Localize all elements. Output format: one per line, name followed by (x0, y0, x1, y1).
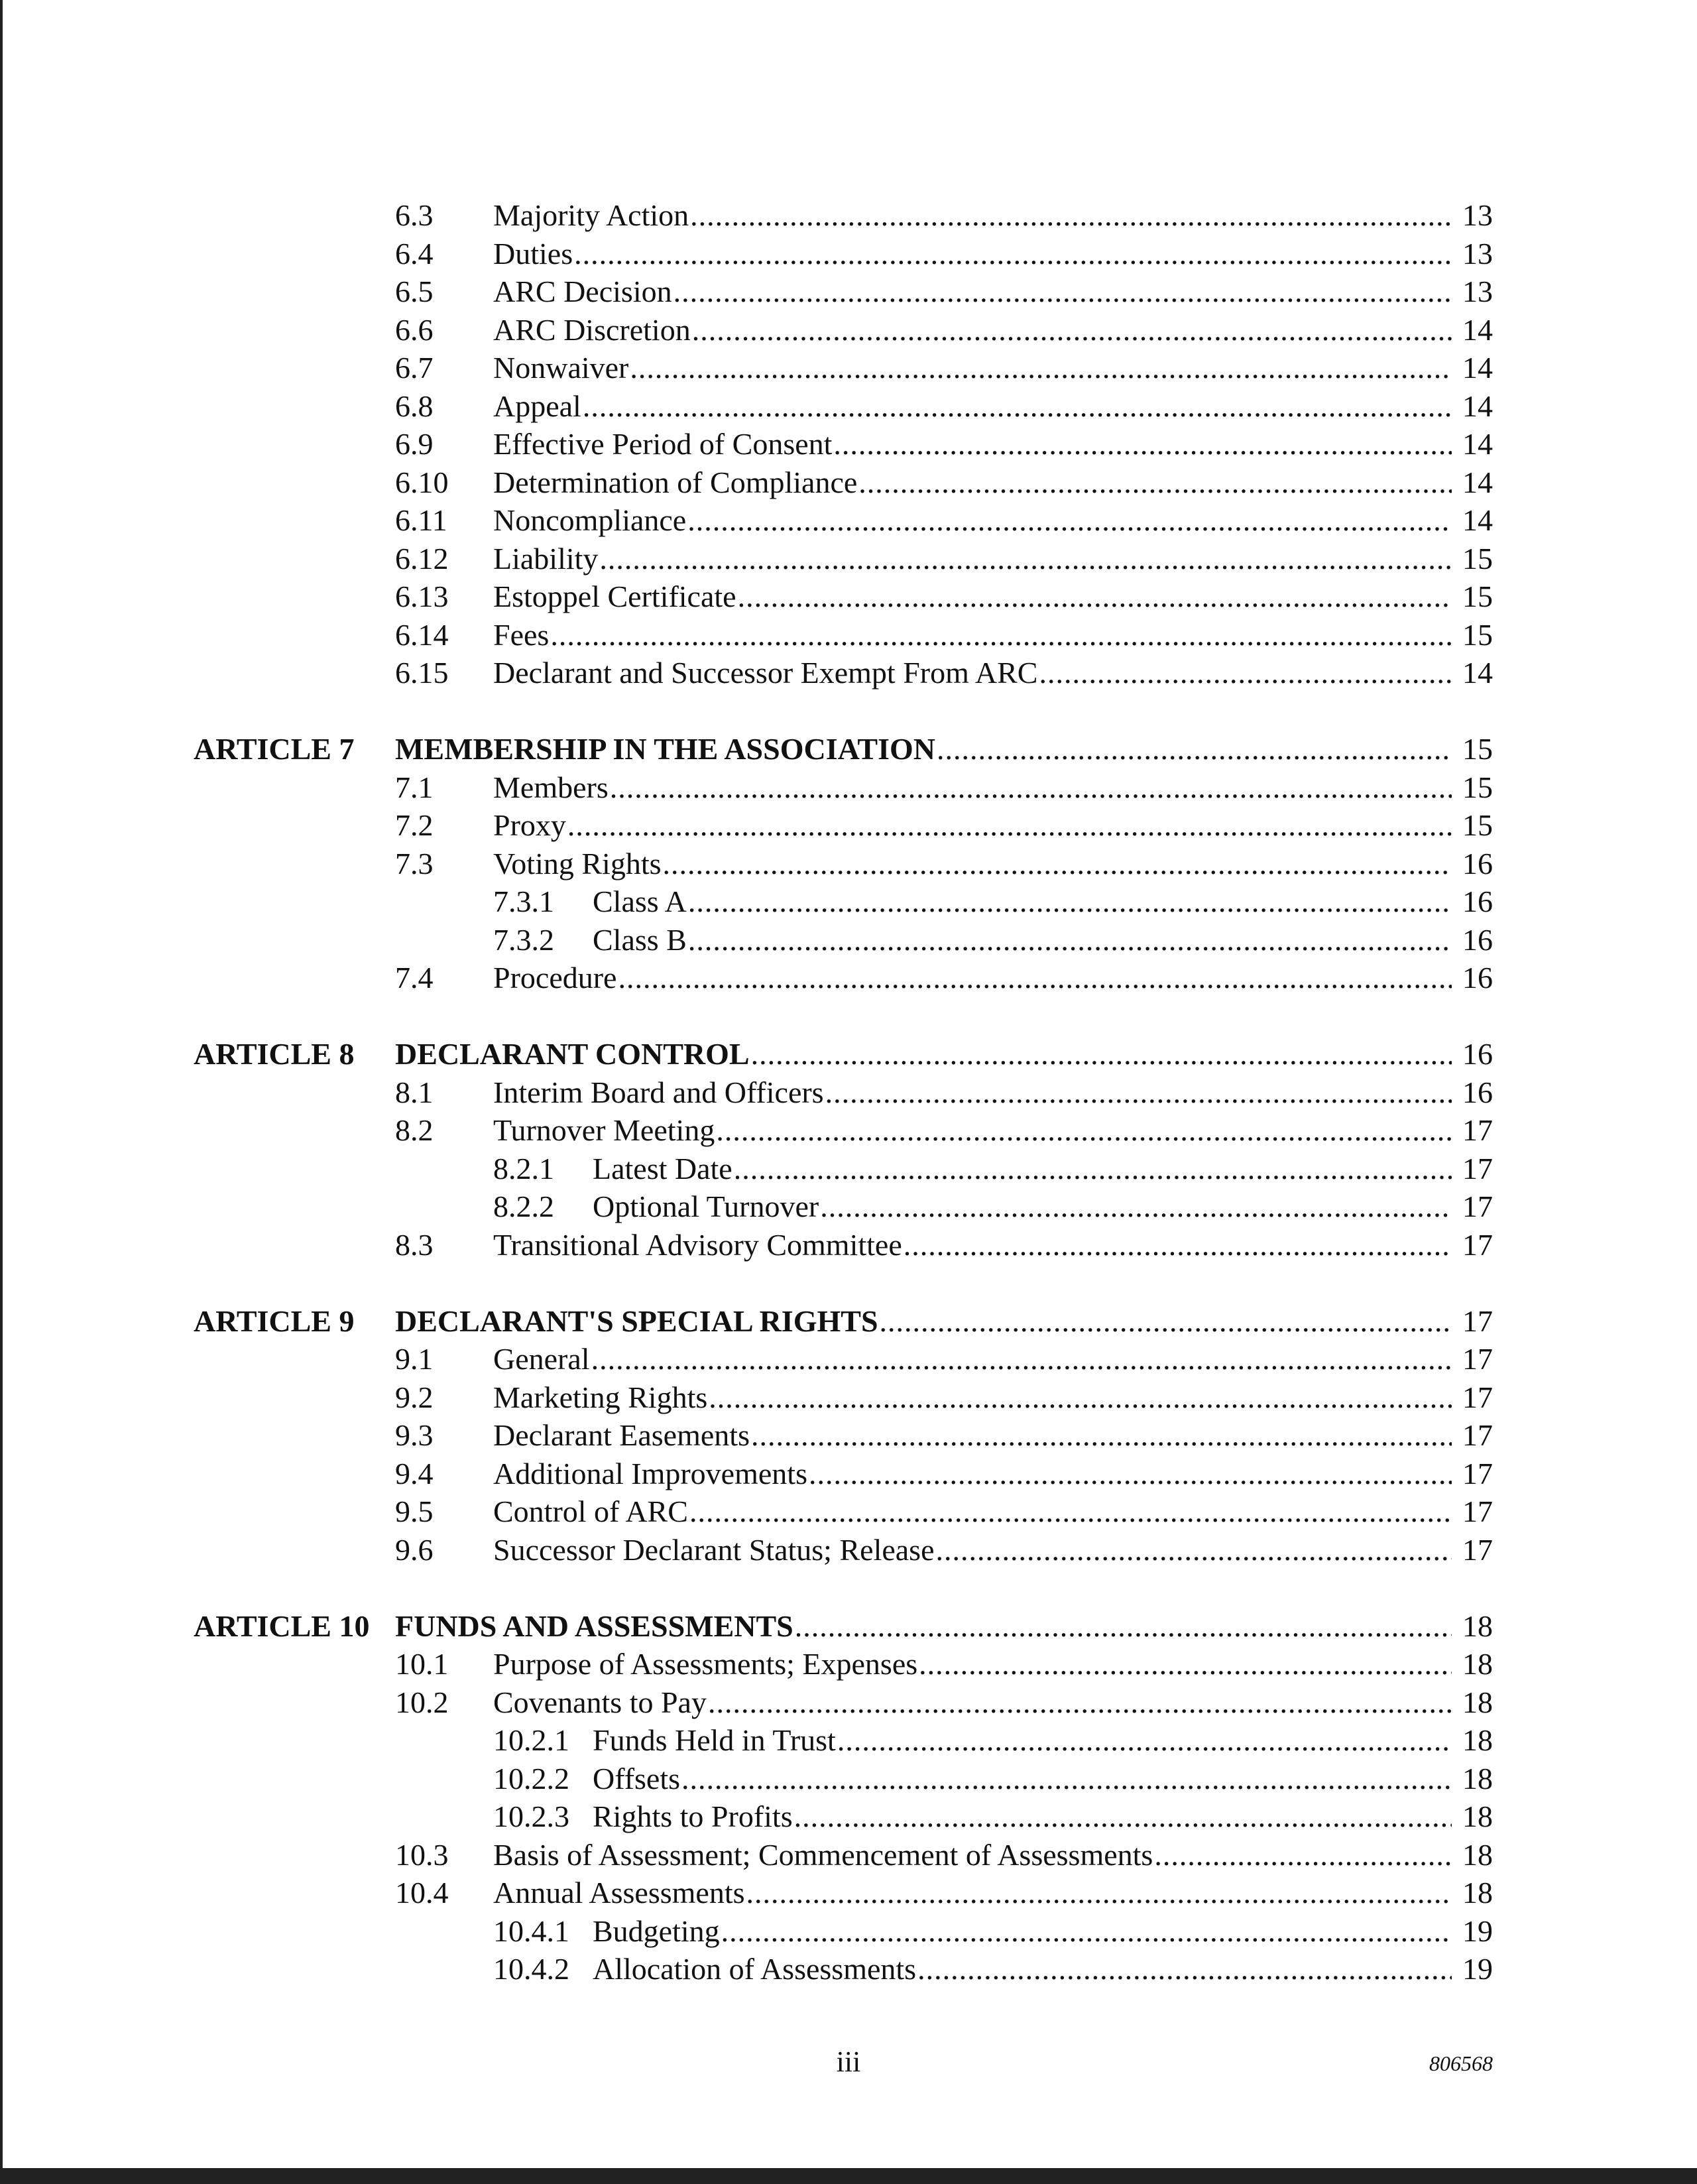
toc-entry-leader (493, 1683, 1493, 1722)
toc-section-row (0, 806, 1697, 845)
section-title: Declarant Easements (493, 1418, 750, 1452)
toc-section-row (0, 1531, 1697, 1569)
toc-entry-leader (593, 1950, 1493, 1988)
page-reference: 18 (1452, 1683, 1493, 1722)
section-title: Nonwaiver (493, 351, 629, 385)
toc-entry-leader (593, 1721, 1493, 1760)
section-number: 10.4.2 (493, 1952, 569, 1986)
toc-section-row (0, 959, 1697, 997)
section-title: Noncompliance (493, 503, 687, 537)
toc-entry-leader (493, 768, 1493, 807)
page-reference: 14 (1452, 349, 1493, 387)
section-title: Successor Declarant Status; Release (493, 1532, 935, 1567)
toc-entry-leader (493, 425, 1493, 463)
article-number: ARTICLE 7 (194, 732, 355, 766)
section-number: 6.8 (395, 389, 434, 423)
dot-leader (687, 882, 1493, 921)
toc-entry-leader (493, 235, 1493, 273)
section-title: General (493, 1342, 590, 1376)
toc-entry-leader (593, 921, 1493, 959)
section-title: Optional Turnover (593, 1189, 819, 1223)
page-reference: 17 (1452, 1226, 1493, 1264)
section-title: Duties (493, 236, 573, 271)
dot-leader (707, 1378, 1493, 1417)
section-title: Annual Assessments (493, 1876, 745, 1910)
dot-leader (687, 921, 1493, 959)
section-title: Interim Board and Officers (493, 1075, 824, 1109)
toc-entry-leader (493, 654, 1493, 692)
toc-entry-leader (493, 387, 1493, 426)
dot-leader (935, 730, 1493, 768)
section-number: 6.5 (395, 274, 434, 308)
section-number: 8.3 (395, 1227, 434, 1262)
toc-subsection-row (0, 1950, 1697, 1988)
section-title: Liability (493, 541, 599, 576)
section-title: ARC Discretion (493, 312, 691, 347)
toc-section-row (0, 1492, 1697, 1531)
dot-leader (672, 273, 1493, 311)
page-reference: 14 (1452, 654, 1493, 692)
toc-entry-leader (493, 1836, 1493, 1874)
toc-section-row (0, 1455, 1697, 1493)
toc-entry-leader (593, 882, 1493, 921)
section-number: 10.3 (395, 1837, 449, 1872)
toc-article-row (0, 1607, 1697, 1646)
dot-leader (750, 1416, 1493, 1455)
section-number: 7.1 (395, 770, 434, 804)
page-reference: 16 (1452, 959, 1493, 997)
page-reference: 15 (1452, 616, 1493, 654)
toc-section-row (0, 235, 1697, 273)
toc-entry-leader (493, 311, 1493, 349)
section-number: 10.4 (395, 1876, 449, 1910)
section-number: 6.12 (395, 541, 449, 576)
section-title: Rights to Profits (593, 1799, 793, 1833)
section-title: Turnover Meeting (493, 1113, 715, 1147)
toc-entry-leader (593, 1187, 1493, 1226)
section-number: 9.4 (395, 1456, 434, 1490)
section-number: 6.6 (395, 312, 434, 347)
dot-leader (745, 1874, 1493, 1912)
toc-entry-leader (493, 959, 1493, 997)
page-reference: 14 (1452, 463, 1493, 502)
toc-subsection-row (0, 1797, 1697, 1836)
toc-entry-leader (395, 1302, 1493, 1341)
section-title: Allocation of Assessments (593, 1952, 917, 1986)
toc-entry-leader (493, 1455, 1493, 1493)
section-title: Majority Action (493, 198, 689, 232)
dot-leader (680, 1760, 1493, 1798)
toc-entry-leader (493, 1645, 1493, 1683)
article-number: ARTICLE 8 (194, 1037, 355, 1071)
page-reference: 14 (1452, 501, 1493, 540)
section-number: 7.3 (395, 846, 434, 880)
dot-leader (598, 540, 1493, 578)
page-reference: 18 (1452, 1607, 1493, 1646)
section-number: 6.9 (395, 427, 434, 461)
article-number: ARTICLE 10 (194, 1608, 370, 1643)
page-reference: 18 (1452, 1836, 1493, 1874)
section-number: 9.1 (395, 1342, 434, 1376)
section-title: Proxy (493, 808, 566, 842)
dot-leader (688, 1492, 1493, 1531)
page-reference: 13 (1452, 196, 1493, 235)
section-number: 10.2.2 (493, 1761, 569, 1795)
section-number: 8.2.1 (493, 1151, 554, 1185)
section-number: 10.2.3 (493, 1799, 569, 1833)
toc-section-row (0, 540, 1697, 578)
dot-leader (549, 616, 1493, 654)
toc-entry-leader (493, 1111, 1493, 1150)
section-number: 7.4 (395, 961, 434, 995)
page-reference: 17 (1452, 1150, 1493, 1188)
section-number: 6.11 (395, 503, 447, 537)
page-reference: 17 (1452, 1111, 1493, 1150)
section-title: ARC Decision (493, 274, 672, 308)
dot-leader (793, 1797, 1493, 1836)
toc-section-row (0, 1111, 1697, 1150)
toc-entry-leader (395, 730, 1493, 768)
section-title: Latest Date (593, 1151, 732, 1185)
article-title: MEMBERSHIP IN THE ASSOCIATION (395, 732, 935, 766)
article-title: DECLARANT CONTROL (395, 1037, 750, 1071)
section-title: Determination of Compliance (493, 465, 858, 499)
section-number: 6.7 (395, 351, 434, 385)
page-reference: 17 (1452, 1531, 1493, 1569)
dot-leader (836, 1721, 1493, 1760)
dot-leader (750, 1035, 1493, 1073)
dot-leader (1153, 1836, 1493, 1874)
page-reference: 18 (1452, 1874, 1493, 1912)
dot-leader (573, 235, 1493, 273)
dot-leader (686, 501, 1493, 540)
dot-leader (566, 806, 1493, 845)
dot-leader (609, 768, 1493, 807)
toc-section-row (0, 196, 1697, 235)
page-reference: 17 (1452, 1340, 1493, 1378)
toc-section-row (0, 845, 1697, 883)
article-number: ARTICLE 9 (194, 1304, 355, 1338)
toc-section-row (0, 1874, 1697, 1912)
section-title: Appeal (493, 389, 581, 423)
page-reference: 16 (1452, 921, 1493, 959)
toc-section-row (0, 577, 1697, 616)
section-number: 10.1 (395, 1647, 449, 1681)
section-number: 6.15 (395, 656, 449, 690)
section-number: 9.2 (395, 1380, 434, 1414)
toc-section-row (0, 1416, 1697, 1455)
section-number: 8.2 (395, 1113, 434, 1147)
toc-section-row (0, 463, 1697, 502)
section-number: 8.2.2 (493, 1189, 554, 1223)
toc-entry-leader (493, 540, 1493, 578)
toc-entry-leader (593, 1760, 1493, 1798)
dot-leader (793, 1607, 1493, 1646)
toc-section-row (0, 1073, 1697, 1112)
page-reference: 15 (1452, 577, 1493, 616)
toc-section-row (0, 273, 1697, 311)
dot-leader (691, 311, 1493, 349)
toc-entry-leader (493, 1416, 1493, 1455)
dot-leader (736, 577, 1493, 616)
page-reference: 15 (1452, 806, 1493, 845)
dot-leader (824, 1073, 1493, 1112)
toc-entry-leader (493, 577, 1493, 616)
page-reference: 13 (1452, 235, 1493, 273)
section-title: Covenants to Pay (493, 1685, 707, 1719)
section-title: Marketing Rights (493, 1380, 708, 1414)
section-title: Estoppel Certificate (493, 579, 736, 613)
section-number: 6.13 (395, 579, 449, 613)
dot-leader (832, 425, 1493, 463)
toc-entry-leader (493, 1492, 1493, 1531)
section-number: 9.3 (395, 1418, 434, 1452)
toc-entry-leader (493, 463, 1493, 502)
toc-entry-leader (493, 349, 1493, 387)
toc-section-row (0, 1836, 1697, 1874)
section-title: Additional Improvements (493, 1456, 807, 1490)
toc-subsection-row (0, 1721, 1697, 1760)
toc-section-row (0, 1340, 1697, 1378)
section-title: Purpose of Assessments; Expenses (493, 1647, 918, 1681)
toc-article-row (0, 730, 1697, 768)
dot-leader (628, 349, 1493, 387)
toc-subsection-row (0, 1912, 1697, 1951)
toc-subsection-row (0, 882, 1697, 921)
toc-entry-leader (493, 1073, 1493, 1112)
toc-subsection-row (0, 921, 1697, 959)
dot-leader (707, 1683, 1493, 1722)
section-number: 9.5 (395, 1494, 434, 1528)
page-reference: 15 (1452, 768, 1493, 807)
section-title: Effective Period of Consent (493, 427, 833, 461)
page-reference: 18 (1452, 1721, 1493, 1760)
toc-entry-leader (493, 273, 1493, 311)
dot-leader (720, 1912, 1493, 1951)
page-reference: 16 (1452, 845, 1493, 883)
toc-article-row (0, 1302, 1697, 1341)
toc-section-row (0, 654, 1697, 692)
dot-leader (732, 1150, 1493, 1188)
dot-leader (1037, 654, 1493, 692)
toc-subsection-row (0, 1150, 1697, 1188)
toc-section-row (0, 425, 1697, 463)
toc-entry-leader (493, 196, 1493, 235)
toc-entry-leader (493, 806, 1493, 845)
page-reference: 17 (1452, 1378, 1493, 1417)
toc-section-row (0, 387, 1697, 426)
dot-leader (590, 1340, 1493, 1378)
section-title: Class A (593, 884, 687, 918)
dot-leader (616, 959, 1493, 997)
section-number: 6.3 (395, 198, 434, 232)
page-reference: 18 (1452, 1797, 1493, 1836)
page-reference: 14 (1452, 425, 1493, 463)
page-reference: 15 (1452, 540, 1493, 578)
section-number: 9.6 (395, 1532, 434, 1567)
section-title: Class B (593, 922, 687, 957)
toc-article-row (0, 1035, 1697, 1073)
section-number: 10.4.1 (493, 1913, 569, 1948)
section-title: Funds Held in Trust (593, 1723, 836, 1757)
bottom-edge-rule (0, 2168, 1697, 2184)
toc-entry-leader (493, 1340, 1493, 1378)
toc-section-row (0, 1683, 1697, 1722)
section-title: Budgeting (593, 1913, 720, 1948)
dot-leader (878, 1302, 1493, 1341)
page-reference: 17 (1452, 1492, 1493, 1531)
dot-leader (807, 1455, 1493, 1493)
section-title: Offsets (593, 1761, 681, 1795)
section-number: 10.2.1 (493, 1723, 569, 1757)
dot-leader (689, 196, 1493, 235)
section-number: 6.14 (395, 617, 449, 652)
page-reference: 17 (1452, 1455, 1493, 1493)
toc-section-row (0, 311, 1697, 349)
dot-leader (819, 1187, 1493, 1226)
toc-section-row (0, 1378, 1697, 1417)
page-reference: 19 (1452, 1912, 1493, 1951)
dot-leader (662, 845, 1493, 883)
section-number: 6.4 (395, 236, 434, 271)
toc-entry-leader (395, 1035, 1493, 1073)
page-reference: 17 (1452, 1302, 1493, 1341)
dot-leader (902, 1226, 1493, 1264)
page-reference: 17 (1452, 1416, 1493, 1455)
toc-section-row (0, 616, 1697, 654)
page-reference: 13 (1452, 273, 1493, 311)
section-title: Procedure (493, 961, 617, 995)
page-reference: 19 (1452, 1950, 1493, 1988)
table-of-contents (0, 196, 1697, 1988)
toc-entry-leader (493, 501, 1493, 540)
toc-section-row (0, 1226, 1697, 1264)
page-reference: 18 (1452, 1760, 1493, 1798)
section-number: 7.3.2 (493, 922, 554, 957)
toc-entry-leader (493, 1874, 1493, 1912)
section-title: Basis of Assessment; Commencement of Assessments (493, 1837, 1153, 1872)
page-reference: 15 (1452, 730, 1493, 768)
toc-section-row (0, 349, 1697, 387)
toc-section-row (0, 501, 1697, 540)
dot-leader (581, 387, 1493, 426)
toc-entry-leader (493, 1531, 1493, 1569)
section-number: 7.3.1 (493, 884, 554, 918)
section-title: Members (493, 770, 609, 804)
toc-entry-leader (593, 1797, 1493, 1836)
dot-leader (917, 1645, 1493, 1683)
section-title: Control of ARC (493, 1494, 688, 1528)
section-title: Voting Rights (493, 846, 662, 880)
toc-subsection-row (0, 1187, 1697, 1226)
page-reference: 14 (1452, 387, 1493, 426)
section-title: Transitional Advisory Committee (493, 1227, 902, 1262)
toc-entry-leader (493, 616, 1493, 654)
page-reference: 16 (1452, 882, 1493, 921)
section-title: Fees (493, 617, 550, 652)
dot-leader (715, 1111, 1493, 1150)
section-title: Declarant and Successor Exempt From ARC (493, 656, 1038, 690)
page-reference: 14 (1452, 311, 1493, 349)
toc-section-row (0, 1645, 1697, 1683)
toc-entry-leader (395, 1607, 1493, 1646)
dot-leader (857, 463, 1493, 502)
section-number: 6.10 (395, 465, 449, 499)
section-number: 8.1 (395, 1075, 434, 1109)
page-reference: 16 (1452, 1073, 1493, 1112)
document-id: 806568 (1429, 2051, 1493, 2075)
toc-entry-leader (593, 1912, 1493, 1951)
page-reference: 18 (1452, 1645, 1493, 1683)
article-title: FUNDS AND ASSESSMENTS (395, 1608, 793, 1643)
toc-section-row (0, 768, 1697, 807)
page-reference: 17 (1452, 1187, 1493, 1226)
dot-leader (916, 1950, 1493, 1988)
page-reference: 16 (1452, 1035, 1493, 1073)
toc-entry-leader (593, 1150, 1493, 1188)
article-title: DECLARANT'S SPECIAL RIGHTS (395, 1304, 878, 1338)
page-number: iii (836, 2045, 861, 2078)
section-number: 7.2 (395, 808, 434, 842)
toc-entry-leader (493, 845, 1493, 883)
toc-entry-leader (493, 1226, 1493, 1264)
section-number: 10.2 (395, 1685, 449, 1719)
toc-subsection-row (0, 1760, 1697, 1798)
dot-leader (935, 1531, 1493, 1569)
toc-entry-leader (493, 1378, 1493, 1417)
